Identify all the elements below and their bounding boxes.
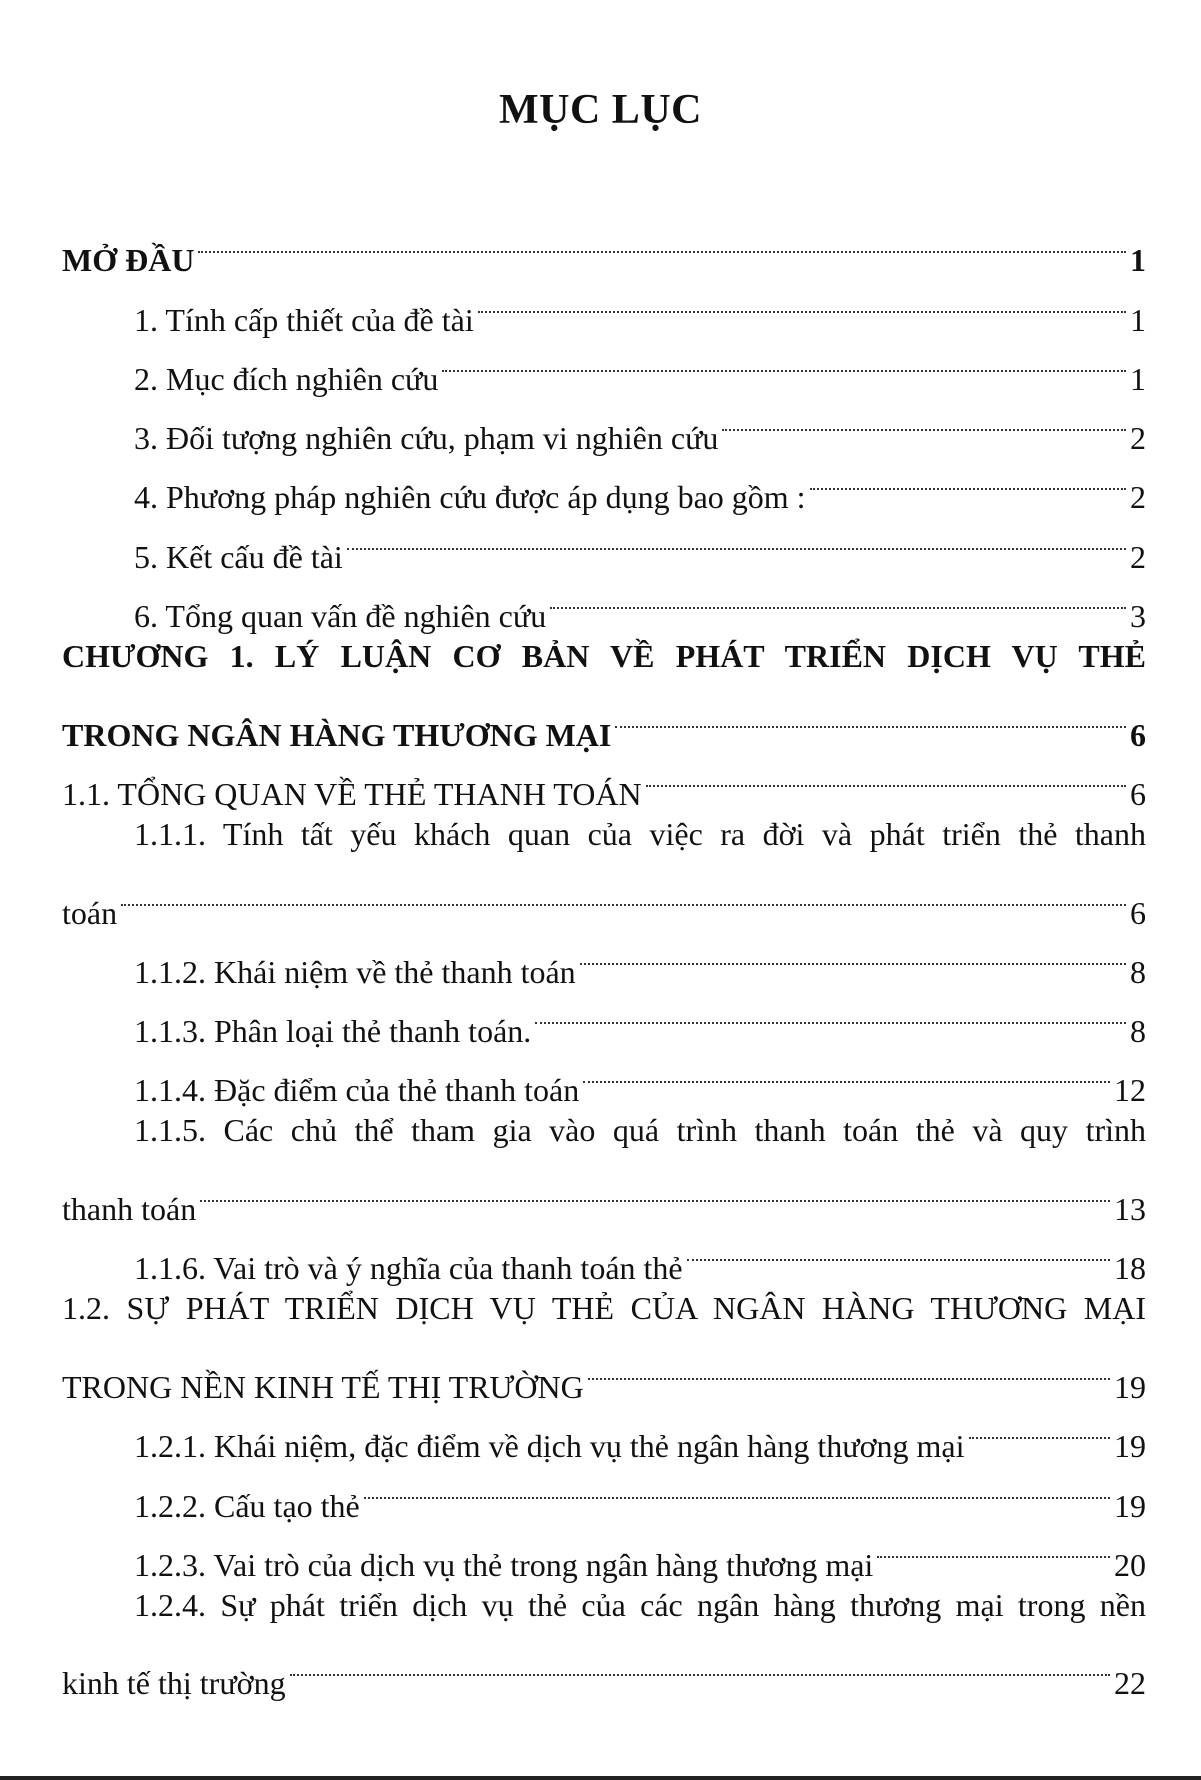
toc-entry: [62, 864, 1146, 931]
dot-leader: [121, 864, 1126, 923]
dot-leader: [580, 924, 1126, 983]
toc-entry-text: 1.1.6. Vai trò và ý nghĩa của thanh toán thẻ: [134, 1250, 683, 1287]
toc-entry-text: 1.1.4. Đặc điểm của thẻ thanh toán: [134, 1072, 580, 1109]
toc-page-number: 8: [1130, 1013, 1146, 1050]
page-bottom-edge: [0, 1776, 1201, 1780]
toc-page-number: 1: [1130, 360, 1146, 397]
toc-entry: [62, 1220, 1146, 1287]
toc-entry-text: 2. Mục đích nghiên cứu: [134, 360, 439, 397]
toc-entry: [62, 1161, 1146, 1228]
toc-entry-text: 6. Tổng quan vấn đề nghiên cứu: [134, 598, 547, 635]
toc-page-number: 6: [1130, 894, 1146, 931]
toc-page-number: 19: [1114, 1487, 1146, 1524]
toc-page-number: 1: [1130, 242, 1146, 279]
dot-leader: [615, 686, 1126, 745]
toc-entry-text: 5. Kết cấu đề tài: [134, 538, 343, 575]
toc-entry-text: 3. Đối tượng nghiên cứu, phạm vi nghiên cứu: [134, 420, 719, 457]
toc-page-number: 2: [1130, 420, 1146, 457]
toc-page-number: 22: [1114, 1665, 1146, 1702]
toc-entry: [62, 271, 1146, 338]
dot-leader: [583, 1042, 1110, 1101]
toc-entry-text: thanh toán: [62, 1191, 197, 1228]
toc-entry-first-line: CHƯƠNG 1. LÝ LUẬN CƠ BẢN VỀ PHÁT TRIỂN DỊCH VỤ THẺ: [62, 638, 1146, 675]
toc-entry-text: 4. Phương pháp nghiên cứu được áp dụng bao gồm :: [134, 479, 806, 516]
toc-entry-first-line: 1.1.5. Các chủ thể tham gia vào quá trình thanh toán thẻ và quy trình: [134, 1112, 1146, 1149]
toc-entry-text: 1.1. TỔNG QUAN VỀ THẺ THANH TOÁN: [62, 775, 642, 812]
toc-entry-text: 1.2.1. Khái niệm, đặc điểm về dịch vụ thẻ ngân hàng thương mại: [134, 1428, 965, 1465]
toc-entry-first-line: 1.1.1. Tính tất yếu khách quan của việc ra đời và phát triển thẻ thanh: [134, 815, 1146, 852]
toc-entry: [62, 924, 1146, 990]
dot-leader: [722, 390, 1126, 449]
toc-page-number: 20: [1114, 1546, 1146, 1583]
toc-entry: [62, 686, 1146, 753]
toc-page-number: 12: [1114, 1072, 1146, 1109]
toc-page-number: 3: [1130, 598, 1146, 635]
dot-leader: [535, 983, 1126, 1042]
toc-entry-text: 1.1.2. Khái niệm về thẻ thanh toán: [134, 953, 576, 990]
toc-entry-text: TRONG NỀN KINH TẾ THỊ TRƯỜNG: [62, 1368, 584, 1405]
toc-page-number: 8: [1130, 953, 1146, 990]
toc-entry-text: 1.2.3. Vai trò của dịch vụ thẻ trong ngân hàng thương mại: [134, 1546, 874, 1583]
toc-entry: [62, 1339, 1146, 1405]
dot-leader: [646, 746, 1126, 805]
toc-entry-text: 1.2.2. Cấu tạo thẻ: [134, 1487, 360, 1524]
toc-entry-text: toán: [62, 894, 118, 931]
toc-page-number: 2: [1130, 538, 1146, 575]
dot-leader: [200, 1161, 1110, 1220]
toc-entry-text: MỞ ĐẦU: [62, 242, 195, 279]
dot-leader: [347, 508, 1126, 567]
toc-page-number: 6: [1130, 775, 1146, 812]
dot-leader: [442, 331, 1126, 390]
toc-entry-first-line: 1.2. SỰ PHÁT TRIỂN DỊCH VỤ THẺ CỦA NGÂN HÀNG THƯƠNG MẠI: [62, 1290, 1146, 1327]
dot-leader: [290, 1635, 1110, 1694]
toc-entry: [62, 212, 1146, 279]
toc-entry-text: TRONG NGÂN HÀNG THƯƠNG MẠI: [62, 716, 612, 753]
dot-leader: [687, 1220, 1110, 1279]
toc-page-number: 19: [1114, 1368, 1146, 1405]
dot-leader: [877, 1517, 1110, 1576]
dot-leader: [969, 1398, 1110, 1457]
dot-leader: [550, 568, 1126, 627]
toc-page-number: 1: [1130, 301, 1146, 338]
toc-entry-text: kinh tế thị trường: [62, 1665, 286, 1702]
dot-leader: [364, 1457, 1110, 1516]
table-of-contents: [62, 212, 1146, 1702]
toc-entry-first-line: 1.2.4. Sự phát triển dịch vụ thẻ của các ngân hàng thương mại trong nền: [134, 1586, 1146, 1623]
toc-entry-text: 1.1.3. Phân loại thẻ thanh toán.: [134, 1013, 532, 1050]
toc-page-number: 18: [1114, 1250, 1146, 1287]
dot-leader: [478, 271, 1126, 330]
page-title: MỤC LỤC: [499, 87, 702, 133]
toc-entry-text: 1. Tính cấp thiết của đề tài: [134, 301, 474, 338]
toc-page-number: 19: [1114, 1428, 1146, 1465]
toc-page-number: 2: [1130, 479, 1146, 516]
toc-page-number: 13: [1114, 1191, 1146, 1228]
dot-leader: [588, 1339, 1110, 1398]
toc-entry: [62, 1635, 1146, 1702]
dot-leader: [198, 212, 1126, 271]
toc-page-number: 6: [1130, 716, 1146, 753]
dot-leader: [810, 449, 1126, 508]
